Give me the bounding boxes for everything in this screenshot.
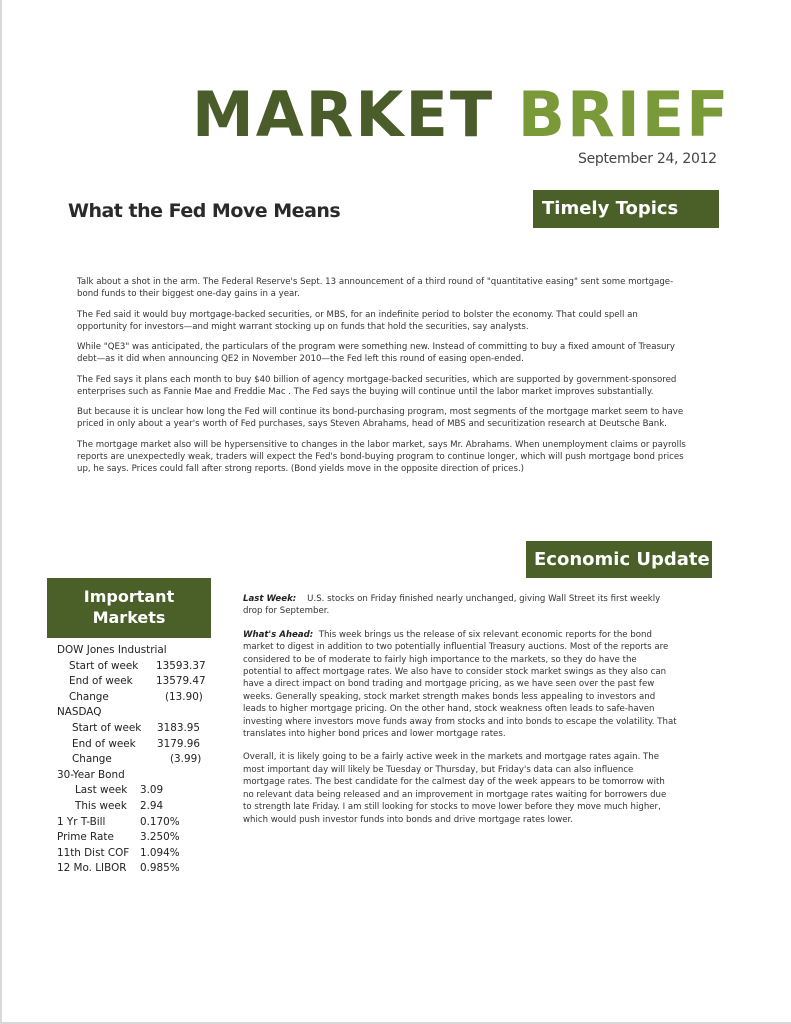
market-row-label: 1 Yr T-Bill (57, 815, 106, 828)
timely-topics-banner: Timely Topics (533, 190, 719, 228)
issue-date: September 24, 2012 (578, 151, 717, 167)
market-row-label: 11th Dist COF (57, 846, 130, 859)
market-row-value: 3183.95 (157, 721, 200, 734)
important-markets-label-line1: Important (83, 587, 175, 606)
market-row-label: End of week (72, 737, 136, 750)
market-row-label: This week (75, 799, 127, 812)
page-edge (0, 0, 2, 1024)
market-row-value: 13579.47 (156, 675, 206, 688)
whats-ahead-label: What's Ahead: (243, 629, 314, 640)
market-row-label: Start of week (72, 721, 142, 734)
market-row-value: 2.94 (140, 799, 164, 812)
market-row-value: (13.90) (165, 690, 203, 703)
market-row (57, 799, 217, 815)
market-row-value: 0.985% (140, 862, 180, 875)
article-headline: What the Fed Move Means (68, 200, 341, 222)
important-markets-table (57, 643, 217, 877)
market-row-label: 12 Mo. LIBOR (57, 862, 127, 875)
market-row-label: NASDAQ (57, 706, 102, 719)
market-row-label: Prime Rate (57, 831, 114, 844)
important-markets-banner (47, 578, 211, 638)
market-row (57, 721, 217, 737)
market-row-value: 13593.37 (156, 659, 206, 672)
market-row (57, 846, 217, 862)
article-paragraph: The mortgage market also will be hypersensitive to changes in the labor market, says Mr. Abrahams. When unemployment claims or payrolls reports are unexpectedly weak, traders will expect the Fed's bond-buying program to continue longer, which will push mortgage bond prices up, he says. Prices could fall after strong reports. (Bond yields move in the opposite direction of prices.) (77, 439, 686, 474)
market-row (57, 737, 217, 753)
market-row-label: 30-Year Bond (57, 768, 125, 781)
last-week-label: Last Week: (243, 594, 297, 604)
market-row (57, 752, 217, 768)
masthead-word-market: MARKET (192, 78, 495, 151)
market-row-label: DOW Jones Industrial (57, 644, 167, 656)
economic-update-body (243, 593, 677, 837)
market-row-value: 1.094% (140, 846, 180, 859)
market-row-label: End of week (69, 675, 133, 688)
article-paragraph: But because it is unclear how long the Fed will continue its bond-purchasing program, most segments of the mortgage market seem to have priced in only about a year's worth of Fed purchases, says Steven Abrahams, head of MBS and securitization research at Deutsche Bank. (77, 407, 684, 429)
market-row-label: Last week (75, 784, 128, 797)
market-row-value: 3179.96 (157, 737, 200, 750)
market-row-value: 3.250% (140, 831, 180, 844)
market-row (57, 643, 217, 659)
last-week-text: U.S. stocks on Friday finished nearly unchanged, giving Wall Street its first weekly drop for September. (243, 594, 661, 617)
market-row-label: Change (69, 690, 109, 703)
market-row (57, 861, 217, 877)
whats-ahead-paragraph (243, 629, 677, 741)
market-row (57, 674, 217, 690)
article-body (77, 276, 687, 483)
masthead-word-brief: BRIEF (517, 78, 731, 151)
market-row-value: 3.09 (140, 784, 164, 797)
market-row (57, 705, 217, 721)
market-row (57, 659, 217, 675)
market-row-label: Change (72, 753, 112, 766)
market-row (57, 815, 217, 831)
article-paragraph: Talk about a shot in the arm. The Federal Reserve's Sept. 13 announcement of a third round of "quantitative easing" sent some mortgage-bond funds to their biggest one-day gains in a year. (77, 277, 674, 299)
market-row-value: 0.170% (140, 815, 180, 828)
market-row-label: Start of week (69, 659, 139, 672)
last-week-paragraph (243, 593, 677, 618)
article-paragraph: While "QE3" was anticipated, the particulars of the program were something new. Instead of committing to buy a fixed amount of Treasury debt—as it did when announcing QE2 in November 2010—the Fed left this round of easing open-ended. (77, 342, 676, 364)
article-paragraph: The Fed said it would buy mortgage-backed securities, or MBS, for an indefinite period to bolster the economy. That could spell an opportunity for investors—and might warrant stocking up on funds that hold the securities, say analysts. (77, 309, 638, 332)
market-row (57, 768, 217, 784)
economic-update-banner: Economic Update (526, 541, 712, 578)
masthead-title (192, 80, 731, 150)
article-paragraph: The Fed says it plans each month to buy $40 billion of agency mortgage-backed securities, which are supported by government-sponsored enterprises such as Fannie Mae and Freddie Mac . The Fed says the buying will continue until the labor market improves substantially. (77, 374, 677, 397)
overall-paragraph: Overall, it is likely going to be a fairly active week in the markets and mortgage rates again. The most important day will likely be Tuesday or Thursday, but Friday's data can also influence mortgage rates. The best candidate for the calmest day of the week appears to be tomorrow with no relevant data being released and an improvement in mortgage rates waiting for borrowers due to strength late Friday. I am still looking for stocks to move lower before they move much higher, which would push investor funds into bonds and drive mortgage rates lower. (243, 752, 667, 825)
market-row (57, 690, 217, 706)
market-row (57, 783, 217, 799)
important-markets-label-line2: Markets (92, 608, 166, 627)
market-row-value: (3.99) (170, 753, 202, 766)
market-row (57, 830, 217, 846)
whats-ahead-text: This week brings us the release of six relevant economic reports for the bond market to digest in addition to two potentially influential Treasury auctions. Most of the reports are considered to be of moderate to fairly high importance to the markets, so they do have the potential to affect mortgage rates. We also have to consider stock market swings as they also can have a direct impact on bond trading and mortgage pricing, as we have seen over the past few weeks. Generally speaking, stock market strength makes bonds less appealing to investors and leads to higher mortgage pricing. On the other hand, stock weakness often leads to safe-haven investing where investors move funds away from stocks and into bonds to escape the volatility. That translates into higher bond prices and lower mortgage rates. (243, 629, 677, 740)
